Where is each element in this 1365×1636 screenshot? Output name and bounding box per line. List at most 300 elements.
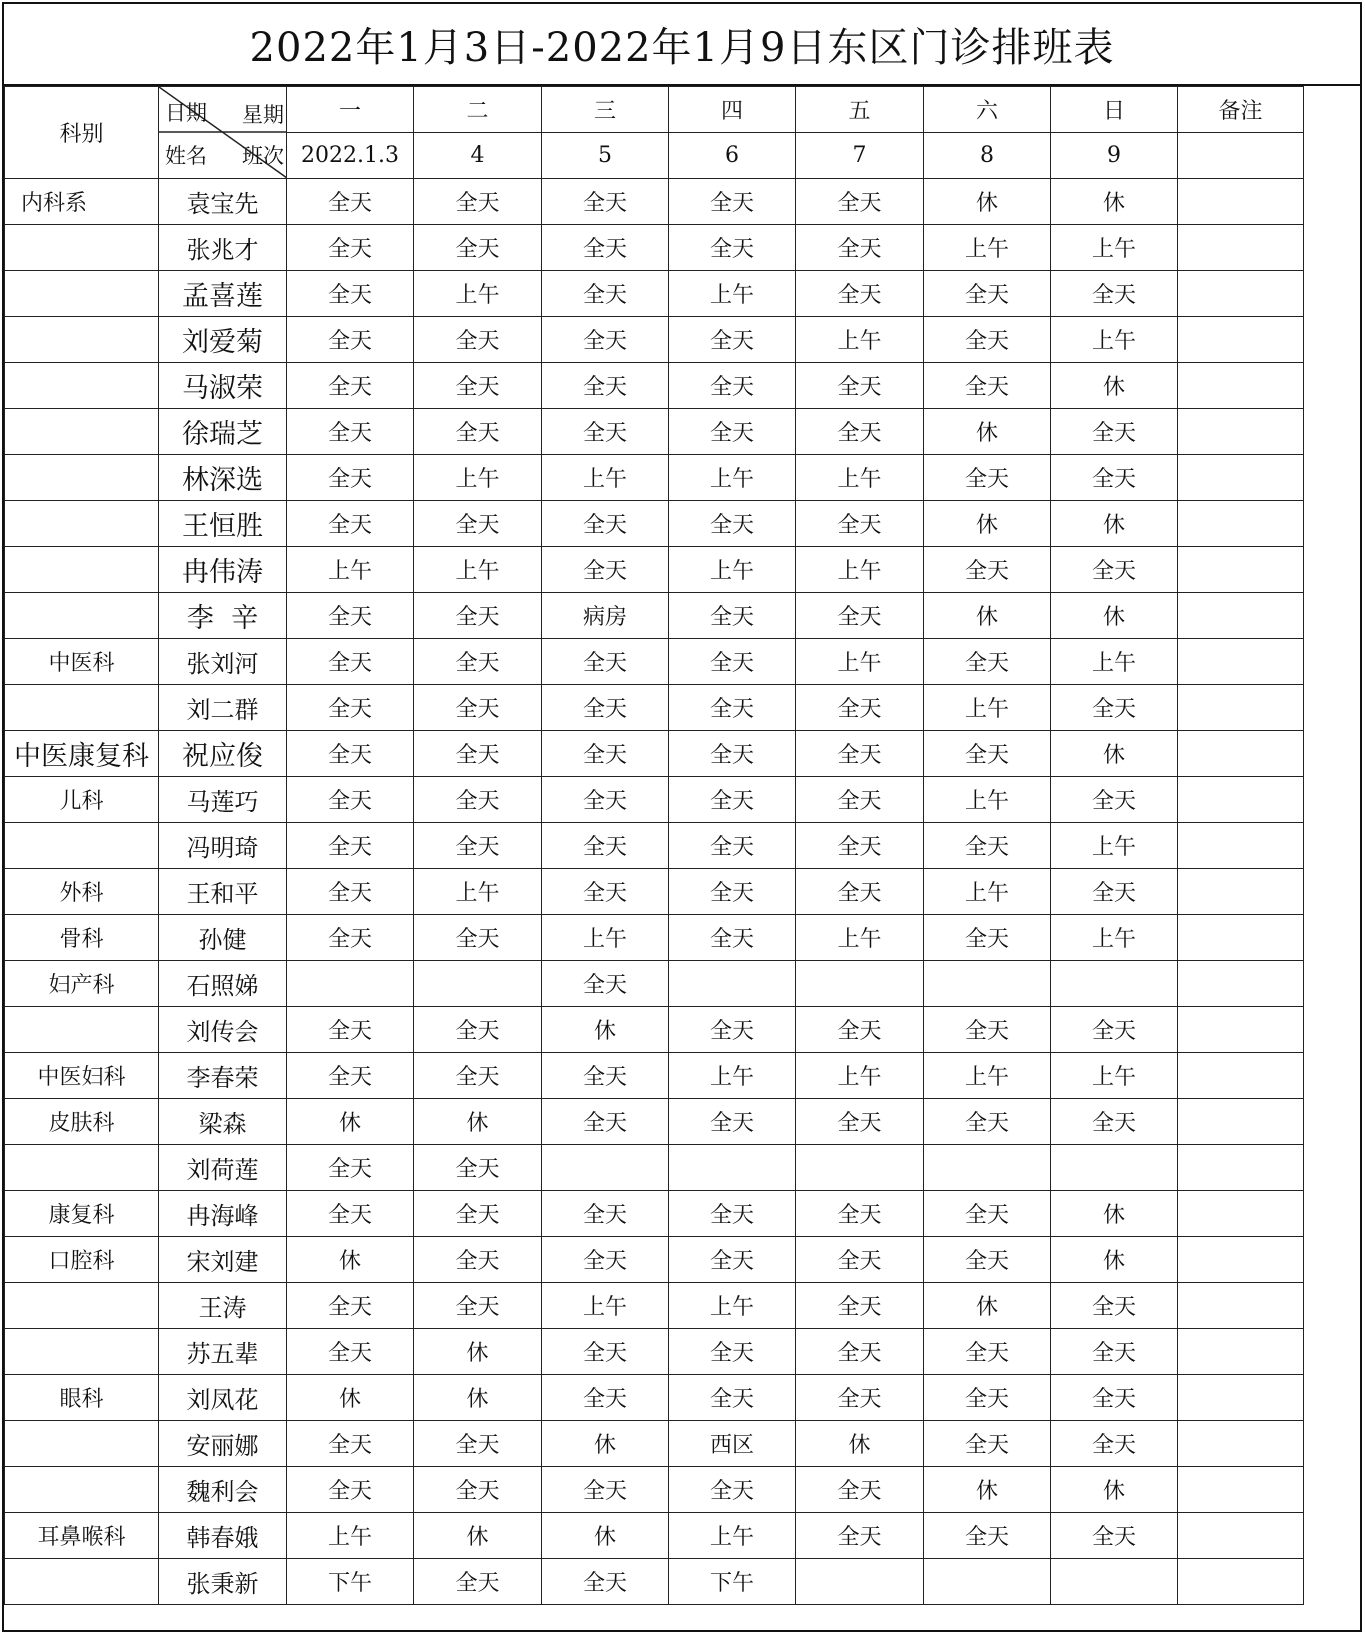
shift-cell: 上午	[924, 777, 1051, 823]
table-row	[5, 731, 1304, 777]
shift-cell	[669, 1145, 796, 1191]
shift-cell: 全天	[287, 271, 414, 317]
remarks-cell	[1178, 777, 1304, 823]
shift-cell: 全天	[924, 823, 1051, 869]
shift-cell: 上午	[669, 455, 796, 501]
dept-cell	[5, 547, 159, 593]
shift-cell: 上午	[1051, 639, 1178, 685]
table-row	[5, 961, 1304, 1007]
shift-cell: 全天	[669, 869, 796, 915]
shift-cell: 全天	[414, 1191, 542, 1237]
shift-cell: 全天	[669, 179, 796, 225]
schedule-sheet	[2, 2, 1362, 1632]
shift-cell: 全天	[669, 409, 796, 455]
table-row	[5, 501, 1304, 547]
shift-cell: 休	[542, 1513, 669, 1559]
shift-cell: 全天	[796, 1513, 924, 1559]
doctor-name-cell: 张兆才	[159, 225, 287, 271]
shift-cell: 全天	[669, 1191, 796, 1237]
shift-cell: 全天	[542, 1559, 669, 1605]
shift-cell: 全天	[414, 409, 542, 455]
doctor-name-cell: 刘二群	[159, 685, 287, 731]
shift-cell: 全天	[542, 1191, 669, 1237]
dept-cell: 康复科	[5, 1191, 159, 1237]
dept-cell	[5, 823, 159, 869]
shift-cell: 全天	[287, 1053, 414, 1099]
shift-cell: 全天	[414, 1421, 542, 1467]
shift-cell: 全天	[287, 225, 414, 271]
table-row	[5, 1559, 1304, 1605]
shift-cell: 全天	[287, 455, 414, 501]
table-row	[5, 1191, 1304, 1237]
date-header: 2022.1.3	[287, 133, 414, 179]
shift-cell	[796, 961, 924, 1007]
shift-cell	[924, 1559, 1051, 1605]
shift-cell: 全天	[796, 777, 924, 823]
doctor-name-cell: 冉海峰	[159, 1191, 287, 1237]
shift-cell: 全天	[669, 1237, 796, 1283]
shift-cell: 休	[414, 1513, 542, 1559]
dept-cell: 中医妇科	[5, 1053, 159, 1099]
shift-cell: 全天	[542, 363, 669, 409]
shift-cell: 全天	[796, 731, 924, 777]
shift-cell: 上午	[924, 1053, 1051, 1099]
shift-cell: 全天	[669, 731, 796, 777]
remarks-cell	[1178, 1237, 1304, 1283]
dept-cell	[5, 271, 159, 317]
shift-cell: 全天	[669, 501, 796, 547]
dept-cell	[5, 317, 159, 363]
shift-cell: 全天	[287, 731, 414, 777]
shift-cell: 全天	[542, 1099, 669, 1145]
doctor-name-cell: 刘凤花	[159, 1375, 287, 1421]
shift-cell: 全天	[669, 225, 796, 271]
shift-cell: 全天	[669, 639, 796, 685]
shift-cell: 上午	[924, 685, 1051, 731]
dept-cell	[5, 1007, 159, 1053]
table-row	[5, 1007, 1304, 1053]
shift-cell: 全天	[796, 1099, 924, 1145]
table-row	[5, 179, 1304, 225]
shift-cell: 全天	[1051, 547, 1178, 593]
shift-cell	[1051, 1559, 1178, 1605]
shift-cell	[924, 961, 1051, 1007]
table-row	[5, 317, 1304, 363]
shift-cell: 全天	[414, 1007, 542, 1053]
remarks-cell	[1178, 1191, 1304, 1237]
date-header: 9	[1051, 133, 1178, 179]
shift-cell: 休	[414, 1099, 542, 1145]
shift-cell: 下午	[287, 1559, 414, 1605]
dept-cell	[5, 1145, 159, 1191]
table-row	[5, 777, 1304, 823]
shift-cell: 全天	[542, 1053, 669, 1099]
shift-cell	[1051, 961, 1178, 1007]
table-row	[5, 1283, 1304, 1329]
shift-cell: 全天	[287, 1283, 414, 1329]
date-header: 4	[414, 133, 542, 179]
doctor-name-cell: 李春荣	[159, 1053, 287, 1099]
doctor-name-cell: 梁森	[159, 1099, 287, 1145]
schedule-table	[4, 86, 1304, 1605]
shift-cell: 上午	[414, 547, 542, 593]
shift-cell: 全天	[414, 823, 542, 869]
shift-cell: 上午	[414, 869, 542, 915]
shift-cell: 全天	[796, 363, 924, 409]
shift-cell: 休	[1051, 363, 1178, 409]
shift-cell: 西区	[669, 1421, 796, 1467]
shift-cell: 全天	[669, 1007, 796, 1053]
remarks-cell	[1178, 409, 1304, 455]
remarks-cell	[1178, 1559, 1304, 1605]
shift-cell: 全天	[287, 1191, 414, 1237]
doctor-name-cell: 马淑荣	[159, 363, 287, 409]
remarks-cell	[1178, 225, 1304, 271]
shift-cell: 全天	[1051, 1007, 1178, 1053]
shift-cell: 全天	[796, 179, 924, 225]
remarks-header: 备注	[1178, 87, 1304, 133]
doctor-name-cell: 冉伟涛	[159, 547, 287, 593]
table-row	[5, 271, 1304, 317]
shift-cell: 上午	[669, 547, 796, 593]
shift-cell: 全天	[924, 363, 1051, 409]
doctor-name-cell: 冯明琦	[159, 823, 287, 869]
diagonal-header-cell	[159, 87, 287, 179]
dept-cell: 耳鼻喉科	[5, 1513, 159, 1559]
dept-cell: 骨科	[5, 915, 159, 961]
shift-cell: 全天	[414, 1467, 542, 1513]
shift-cell: 全天	[287, 1421, 414, 1467]
dept-cell	[5, 1467, 159, 1513]
shift-cell: 休	[1051, 1237, 1178, 1283]
weekday-header: 五	[796, 87, 924, 133]
dept-cell: 外科	[5, 869, 159, 915]
shift-cell: 上午	[796, 455, 924, 501]
date-header: 5	[542, 133, 669, 179]
shift-cell: 休	[1051, 731, 1178, 777]
shift-cell: 休	[924, 593, 1051, 639]
shift-cell: 上午	[542, 455, 669, 501]
shift-cell: 休	[287, 1375, 414, 1421]
shift-cell: 全天	[287, 1145, 414, 1191]
shift-cell: 全天	[287, 317, 414, 363]
doctor-name-cell: 王涛	[159, 1283, 287, 1329]
dept-cell: 儿科	[5, 777, 159, 823]
shift-cell	[542, 1145, 669, 1191]
shift-cell: 全天	[669, 823, 796, 869]
shift-cell: 全天	[414, 1145, 542, 1191]
shift-cell: 全天	[414, 915, 542, 961]
shift-cell: 上午	[796, 547, 924, 593]
table-row	[5, 1513, 1304, 1559]
shift-cell: 全天	[669, 685, 796, 731]
doctor-name-cell: 祝应俊	[159, 731, 287, 777]
table-row	[5, 685, 1304, 731]
shift-cell: 全天	[669, 1329, 796, 1375]
shift-cell: 上午	[796, 317, 924, 363]
table-row	[5, 915, 1304, 961]
remarks-cell	[1178, 1099, 1304, 1145]
shift-cell: 全天	[542, 225, 669, 271]
date-header: 6	[669, 133, 796, 179]
shift-cell: 全天	[1051, 869, 1178, 915]
shift-cell: 全天	[542, 1329, 669, 1375]
doctor-name-cell: 张秉新	[159, 1559, 287, 1605]
shift-cell: 全天	[287, 593, 414, 639]
shift-cell: 休	[542, 1421, 669, 1467]
remarks-cell	[1178, 1007, 1304, 1053]
shift-cell: 上午	[669, 1513, 796, 1559]
remarks-cell	[1178, 1283, 1304, 1329]
remarks-cell	[1178, 1467, 1304, 1513]
shift-cell: 全天	[1051, 271, 1178, 317]
shift-cell: 全天	[924, 271, 1051, 317]
shift-cell: 全天	[287, 363, 414, 409]
shift-cell: 休	[1051, 179, 1178, 225]
shift-cell: 上午	[542, 1283, 669, 1329]
shift-cell: 全天	[287, 639, 414, 685]
doctor-name-cell: 袁宝先	[159, 179, 287, 225]
doctor-name-cell: 孙健	[159, 915, 287, 961]
shift-cell: 全天	[414, 1237, 542, 1283]
shift-cell: 全天	[924, 1237, 1051, 1283]
shift-cell: 休	[796, 1421, 924, 1467]
shift-cell: 全天	[924, 547, 1051, 593]
remarks-cell	[1178, 501, 1304, 547]
doctor-name-cell: 林深选	[159, 455, 287, 501]
shift-cell: 全天	[796, 869, 924, 915]
table-row	[5, 547, 1304, 593]
shift-cell: 全天	[796, 1375, 924, 1421]
shift-cell: 全天	[796, 1329, 924, 1375]
shift-cell: 全天	[796, 593, 924, 639]
shift-cell: 全天	[542, 869, 669, 915]
shift-cell: 全天	[796, 1467, 924, 1513]
shift-cell: 全天	[1051, 1421, 1178, 1467]
doctor-name-cell: 魏利会	[159, 1467, 287, 1513]
shift-cell: 全天	[796, 685, 924, 731]
table-row	[5, 869, 1304, 915]
shift-cell: 全天	[287, 1467, 414, 1513]
dept-cell	[5, 455, 159, 501]
shift-cell: 全天	[1051, 777, 1178, 823]
shift-cell	[414, 961, 542, 1007]
diag-name-label: 姓名	[165, 144, 207, 168]
header-row-weekdays	[5, 87, 1304, 133]
shift-cell: 全天	[924, 1329, 1051, 1375]
doctor-name-cell: 苏五辈	[159, 1329, 287, 1375]
table-row	[5, 409, 1304, 455]
shift-cell: 全天	[542, 409, 669, 455]
doctor-name-cell: 孟喜莲	[159, 271, 287, 317]
shift-cell: 全天	[796, 1237, 924, 1283]
shift-cell: 休	[1051, 1467, 1178, 1513]
shift-cell: 全天	[542, 961, 669, 1007]
table-row	[5, 1237, 1304, 1283]
shift-cell: 全天	[542, 1467, 669, 1513]
dept-cell	[5, 1329, 159, 1375]
table-row	[5, 1329, 1304, 1375]
remarks-cell	[1178, 317, 1304, 363]
shift-cell: 全天	[287, 409, 414, 455]
dept-cell	[5, 409, 159, 455]
shift-cell: 全天	[1051, 455, 1178, 501]
shift-cell: 上午	[1051, 823, 1178, 869]
table-row	[5, 1375, 1304, 1421]
shift-cell	[796, 1145, 924, 1191]
shift-cell: 休	[924, 409, 1051, 455]
shift-cell: 病房	[542, 593, 669, 639]
doctor-name-cell: 王恒胜	[159, 501, 287, 547]
remarks-cell	[1178, 823, 1304, 869]
shift-cell: 全天	[924, 317, 1051, 363]
dept-cell: 眼科	[5, 1375, 159, 1421]
doctor-name-cell: 宋刘建	[159, 1237, 287, 1283]
table-row	[5, 1099, 1304, 1145]
shift-cell: 全天	[542, 639, 669, 685]
doctor-name-cell: 刘传会	[159, 1007, 287, 1053]
shift-cell	[669, 961, 796, 1007]
shift-cell: 全天	[1051, 409, 1178, 455]
shift-cell: 上午	[414, 455, 542, 501]
remarks-cell	[1178, 455, 1304, 501]
shift-cell: 全天	[796, 271, 924, 317]
page-title: 2022年1月3日-2022年1月9日东区门诊排班表	[4, 4, 1360, 86]
shift-cell: 上午	[287, 1513, 414, 1559]
shift-cell: 全天	[542, 731, 669, 777]
shift-cell: 全天	[542, 547, 669, 593]
shift-cell: 下午	[669, 1559, 796, 1605]
shift-cell: 全天	[1051, 1283, 1178, 1329]
remarks-cell	[1178, 179, 1304, 225]
shift-cell: 全天	[542, 1237, 669, 1283]
doctor-name-cell: 刘荷莲	[159, 1145, 287, 1191]
doctor-name-cell: 李 辛	[159, 593, 287, 639]
shift-cell: 全天	[287, 501, 414, 547]
shift-cell: 全天	[414, 225, 542, 271]
shift-cell: 上午	[1051, 317, 1178, 363]
dept-cell: 内科系	[5, 179, 159, 225]
shift-cell: 全天	[796, 1191, 924, 1237]
remarks-cell	[1178, 685, 1304, 731]
remarks-cell	[1178, 271, 1304, 317]
table-row	[5, 823, 1304, 869]
shift-cell: 全天	[669, 593, 796, 639]
dept-header: 科别	[5, 87, 159, 179]
remarks-date-cell	[1178, 133, 1304, 179]
shift-cell: 上午	[1051, 225, 1178, 271]
remarks-cell	[1178, 547, 1304, 593]
shift-cell: 全天	[414, 1559, 542, 1605]
shift-cell: 全天	[924, 639, 1051, 685]
remarks-cell	[1178, 961, 1304, 1007]
shift-cell: 全天	[414, 179, 542, 225]
shift-cell: 休	[542, 1007, 669, 1053]
weekday-header: 三	[542, 87, 669, 133]
remarks-cell	[1178, 1053, 1304, 1099]
remarks-cell	[1178, 869, 1304, 915]
shift-cell: 全天	[1051, 1375, 1178, 1421]
weekday-header: 六	[924, 87, 1051, 133]
shift-cell: 上午	[924, 869, 1051, 915]
dept-cell	[5, 225, 159, 271]
shift-cell: 全天	[414, 501, 542, 547]
shift-cell: 全天	[669, 1375, 796, 1421]
shift-cell: 全天	[669, 915, 796, 961]
table-row	[5, 363, 1304, 409]
dept-cell	[5, 363, 159, 409]
shift-cell: 全天	[796, 225, 924, 271]
weekday-header: 日	[1051, 87, 1178, 133]
shift-cell: 全天	[287, 1329, 414, 1375]
dept-cell	[5, 501, 159, 547]
shift-cell: 全天	[414, 731, 542, 777]
remarks-cell	[1178, 593, 1304, 639]
shift-cell: 全天	[669, 363, 796, 409]
dept-cell	[5, 685, 159, 731]
shift-cell: 休	[414, 1375, 542, 1421]
shift-cell: 全天	[414, 363, 542, 409]
shift-cell: 全天	[414, 1283, 542, 1329]
shift-cell: 全天	[924, 915, 1051, 961]
table-row	[5, 639, 1304, 685]
shift-cell: 全天	[542, 1375, 669, 1421]
shift-cell: 全天	[924, 1375, 1051, 1421]
doctor-name-cell: 韩春娥	[159, 1513, 287, 1559]
table-row	[5, 455, 1304, 501]
table-row	[5, 1421, 1304, 1467]
shift-cell: 休	[287, 1099, 414, 1145]
shift-cell	[796, 1559, 924, 1605]
shift-cell: 全天	[924, 1007, 1051, 1053]
shift-cell: 全天	[287, 1007, 414, 1053]
diag-shift-label: 班次	[242, 144, 284, 168]
shift-cell: 休	[287, 1237, 414, 1283]
remarks-cell	[1178, 639, 1304, 685]
shift-cell: 全天	[414, 777, 542, 823]
doctor-name-cell: 马莲巧	[159, 777, 287, 823]
diag-weekday-label: 星期	[242, 103, 284, 127]
shift-cell: 全天	[542, 179, 669, 225]
shift-cell: 全天	[924, 1099, 1051, 1145]
doctor-name-cell: 刘爱菊	[159, 317, 287, 363]
shift-cell: 全天	[1051, 1513, 1178, 1559]
remarks-cell	[1178, 1329, 1304, 1375]
shift-cell: 全天	[542, 685, 669, 731]
shift-cell: 全天	[542, 317, 669, 363]
shift-cell: 休	[1051, 593, 1178, 639]
weekday-header: 四	[669, 87, 796, 133]
shift-cell: 上午	[1051, 1053, 1178, 1099]
shift-cell: 全天	[414, 317, 542, 363]
doctor-name-cell: 王和平	[159, 869, 287, 915]
shift-cell: 全天	[287, 915, 414, 961]
remarks-cell	[1178, 363, 1304, 409]
shift-cell	[1051, 1145, 1178, 1191]
table-row	[5, 1145, 1304, 1191]
shift-cell: 全天	[924, 731, 1051, 777]
shift-cell: 全天	[669, 1099, 796, 1145]
shift-cell: 上午	[669, 271, 796, 317]
doctor-name-cell: 徐瑞芝	[159, 409, 287, 455]
weekday-header: 二	[414, 87, 542, 133]
shift-cell: 全天	[924, 1191, 1051, 1237]
shift-cell: 全天	[287, 685, 414, 731]
shift-cell: 上午	[796, 1053, 924, 1099]
date-header: 7	[796, 133, 924, 179]
shift-cell: 上午	[1051, 915, 1178, 961]
shift-cell: 全天	[1051, 1329, 1178, 1375]
